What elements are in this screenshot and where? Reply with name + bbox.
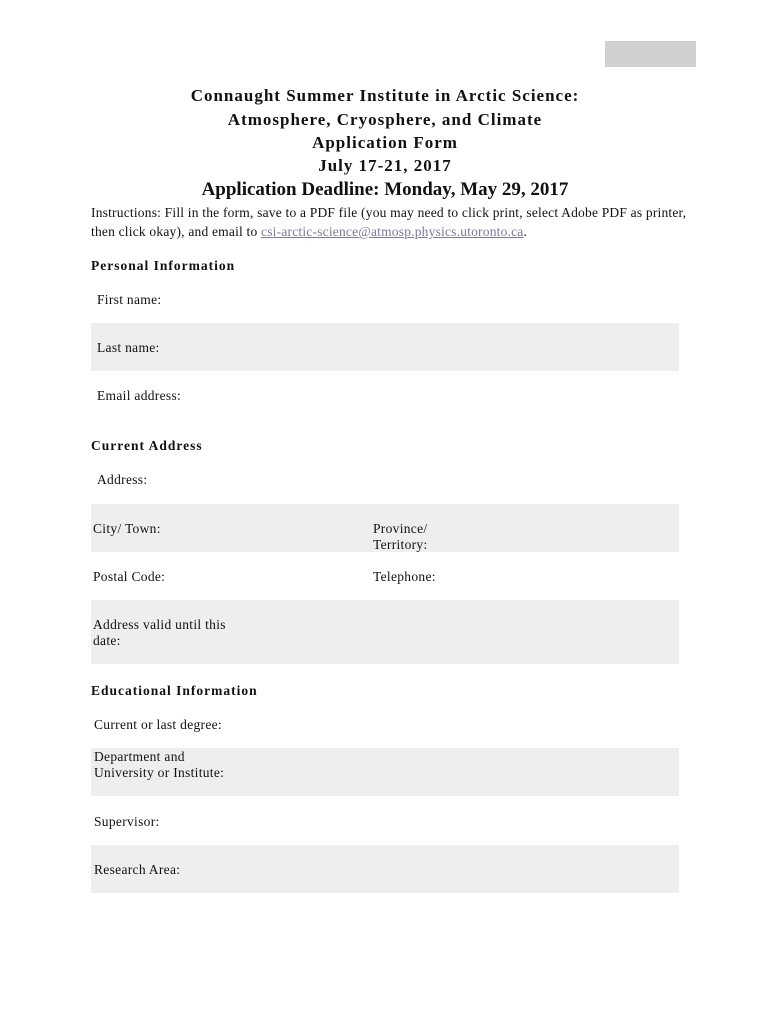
event-dates: July 17-21, 2017 [318, 156, 452, 175]
city-province-row [91, 504, 679, 552]
application-deadline: Application Deadline: Monday, May 29, 2017 [201, 179, 569, 200]
institute-subtitle: Atmosphere, Cryosphere, and Climate [227, 110, 543, 129]
supervisor-field[interactable] [91, 796, 679, 845]
personal-info-heading: Personal Information [91, 258, 236, 273]
telephone-label: Telephone: [373, 569, 436, 584]
address-field[interactable] [91, 456, 679, 504]
instructions-end: . [523, 224, 528, 239]
current-address-heading: Current Address [91, 438, 203, 453]
email-label: Email address: [97, 388, 182, 403]
first-name-label: First name: [97, 292, 162, 307]
address-label: Address: [97, 472, 148, 487]
address-valid-until-field[interactable] [91, 600, 679, 664]
first-name-field[interactable] [91, 276, 679, 323]
postal-telephone-row [91, 552, 679, 600]
email-field[interactable] [91, 371, 679, 419]
contact-email-link[interactable]: csi-arctic-science@atmosp.physics.utoronto.ca [261, 224, 524, 239]
educational-info-heading: Educational Information [91, 683, 258, 698]
department-field[interactable] [91, 748, 679, 796]
institute-title: Connaught Summer Institute in Arctic Science: [190, 86, 580, 105]
postal-code-label: Postal Code: [93, 569, 166, 584]
research-area-label: Research Area: [94, 862, 181, 877]
instructions [91, 203, 691, 241]
header-placeholder-box [605, 41, 696, 67]
last-name-field[interactable] [91, 323, 679, 371]
province-label: Province/ Territory: [373, 521, 428, 552]
degree-label: Current or last degree: [94, 717, 222, 732]
city-label: City/ Town: [93, 521, 161, 536]
supervisor-label: Supervisor: [94, 814, 160, 829]
address-valid-until-label: Address valid until this date: [93, 617, 226, 648]
instructions-text: Instructions: Fill in the form, save to a PDF file (you may need to click print, select Adobe PDF as printer, then click okay), and email to [91, 205, 687, 239]
last-name-label: Last name: [97, 340, 160, 355]
research-area-field[interactable] [91, 845, 679, 893]
department-label: Department and University or Institute: [94, 749, 225, 780]
degree-field[interactable] [91, 701, 679, 748]
form-title: Application Form [312, 133, 458, 152]
